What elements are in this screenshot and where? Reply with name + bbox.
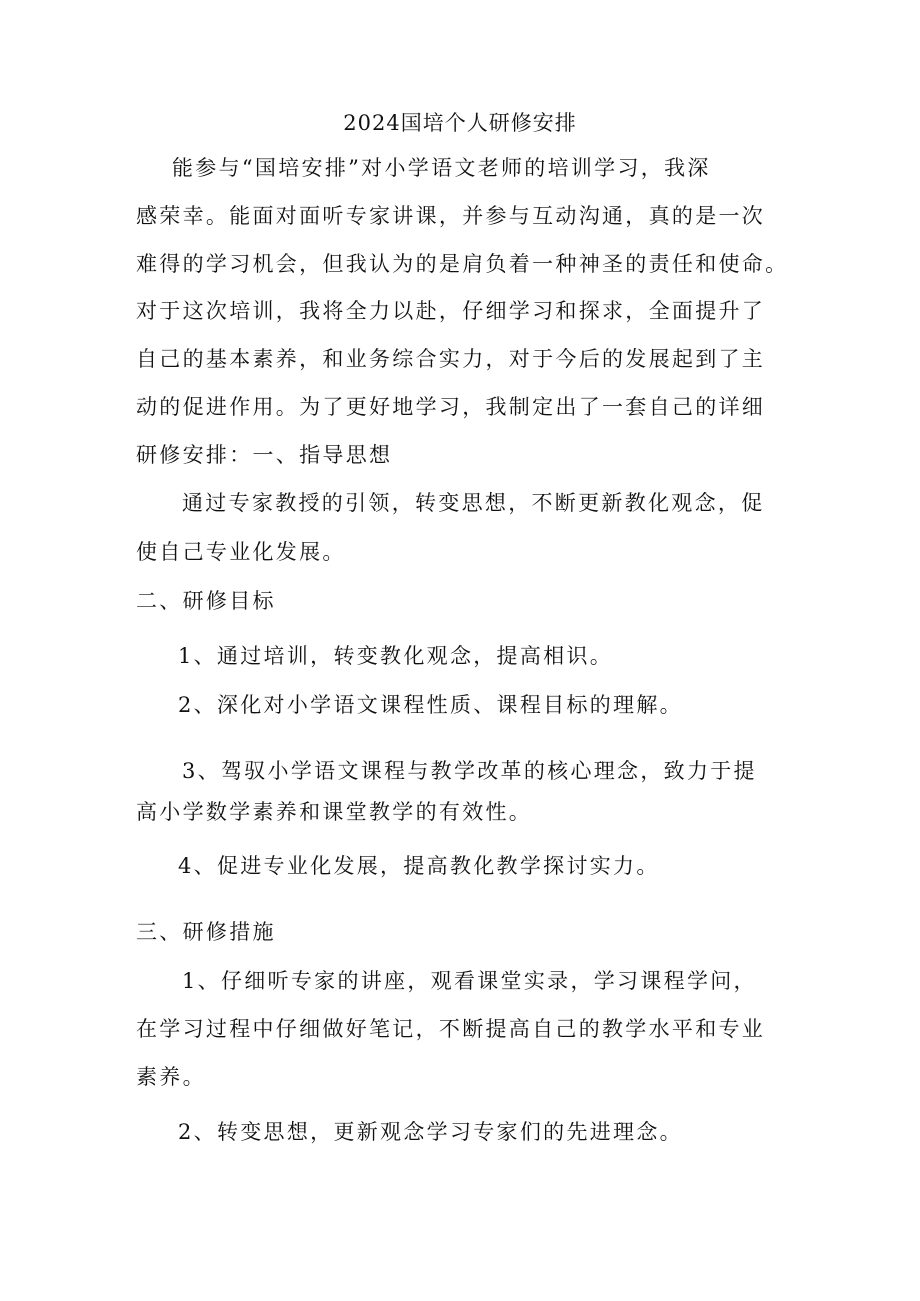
document-title: 2024国培个人研修安排 (343, 111, 577, 135)
paragraph-line: 研修安排：一、指导思想 (136, 443, 393, 467)
list-item: 高小学数学素养和课堂教学的有效性。 (136, 800, 533, 824)
section-heading: 三、研修措施 (136, 920, 276, 944)
paragraph-line: 能参与“国培安排”对小学语文老师的培训学习，我深 (172, 156, 711, 180)
list-item: 1、仔细听专家的讲座，观看课堂实录，学习课程学问， (182, 969, 757, 993)
list-item: 2、转变思想，更新观念学习专家们的先进理念。 (178, 1120, 683, 1144)
paragraph-line: 自己的基本素养，和业务综合实力，对于今后的发展起到了主 (136, 347, 766, 371)
paragraph-line: 对于这次培训，我将全力以赴，仔细学习和探求，全面提升了 (136, 299, 766, 323)
list-item: 1、通过培训，转变教化观念，提高相识。 (178, 644, 614, 668)
list-item: 素养。 (136, 1065, 206, 1089)
paragraph-line: 感荣幸。能面对面听专家讲课，并参与互动沟通，真的是一次 (136, 204, 766, 228)
paragraph-line: 难得的学习机会，但我认为的是肩负着一种神圣的责任和使命。 (136, 252, 789, 276)
paragraph-line: 使自己专业化发展。 (136, 540, 346, 564)
paragraph-line: 动的促进作用。为了更好地学习，我制定出了一套自己的详细 (136, 395, 766, 419)
list-item: 4、促进专业化发展，提高教化教学探讨实力。 (178, 854, 660, 878)
list-item: 3、驾驭小学语文课程与教学改革的核心理念，致力于提 (182, 759, 757, 783)
section-heading: 二、研修目标 (136, 589, 276, 613)
list-item: 在学习过程中仔细做好笔记，不断提高自己的教学水平和专业 (136, 1017, 766, 1041)
list-item: 2、深化对小学语文课程性质、课程目标的理解。 (178, 693, 683, 717)
paragraph-line: 通过专家教授的引领，转变思想，不断更新教化观念，促 (182, 491, 765, 515)
